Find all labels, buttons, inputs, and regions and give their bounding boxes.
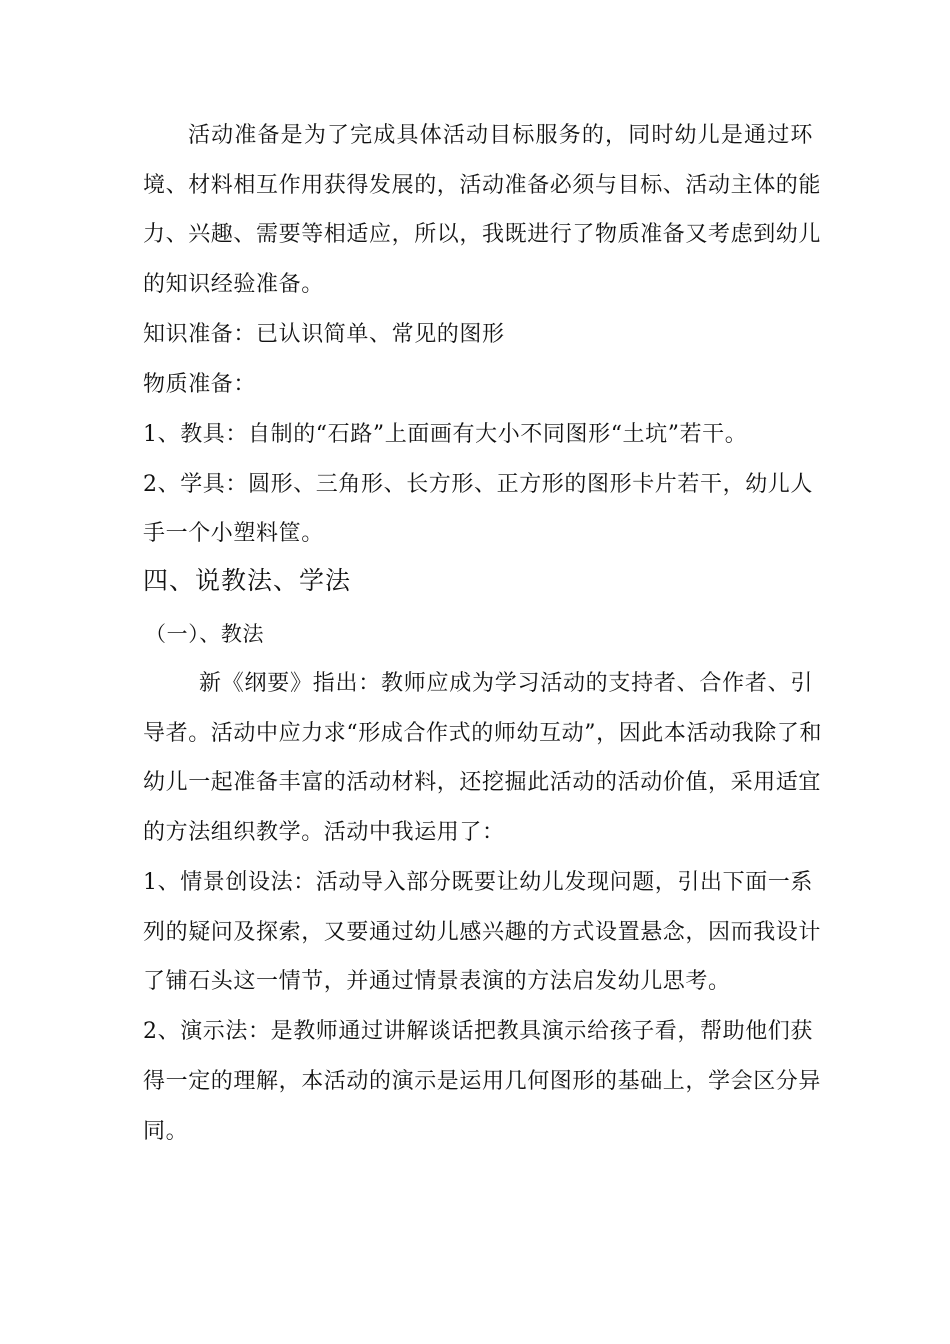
method-2-line-1: 2、演示法：是教师通过讲解谈话把教具演示给孩子看，帮助他们获: [143, 1019, 813, 1044]
method-1-line-2: 列的疑问及探索，又要通过幼儿感兴趣的方式设置悬念，因而我设计: [143, 920, 822, 945]
knowledge-prep: 知识准备：已认识简单、常见的图形: [143, 322, 505, 347]
method-intro-line-3: 幼儿一起准备丰富的活动材料，还挖掘此活动的活动价值，采用适宜: [143, 770, 822, 795]
material-item-2-line-1: 2、学具：圆形、三角形、长方形、正方形的图形卡片若干，幼儿人: [143, 472, 813, 497]
section-heading: 四、说教法、学法: [143, 566, 352, 595]
prep-intro-line-1: 活动准备是为了完成具体活动目标服务的，同时幼儿是通过环: [188, 123, 813, 148]
method-intro-line-4: 的方法组织教学。活动中我运用了：: [143, 820, 505, 845]
method-2-line-3: 同。: [143, 1119, 189, 1144]
material-item-1: 1、教具：自制的“石路”上面画有大小不同图形“土坑”若干。: [143, 422, 748, 447]
method-2-line-2: 得一定的理解，本活动的演示是运用几何图形的基础上，学会区分异: [143, 1069, 822, 1094]
material-item-2-line-2: 手一个小塑料筐。: [143, 521, 324, 546]
method-1-line-3: 了铺石头这一情节，并通过情景表演的方法启发幼儿思考。: [143, 969, 731, 994]
subsection-heading: （一）、教法: [145, 622, 265, 646]
prep-intro-line-3: 力、兴趣、需要等相适应，所以，我既进行了物质准备又考虑到幼儿: [143, 222, 822, 247]
method-intro-line-2: 导者。活动中应力求“形成合作式的师幼互动”，因此本活动我除了和: [143, 721, 823, 746]
material-prep-label: 物质准备：: [143, 372, 257, 397]
method-intro-line-1: 新《纲要》指出：教师应成为学习活动的支持者、合作者、引: [199, 671, 813, 696]
prep-intro-line-2: 境、材料相互作用获得发展的，活动准备必须与目标、活动主体的能: [143, 173, 822, 198]
prep-intro-line-4: 的知识经验准备。: [143, 272, 324, 297]
method-1-line-1: 1、情景创设法：活动导入部分既要让幼儿发现问题，引出下面一系: [143, 870, 813, 895]
